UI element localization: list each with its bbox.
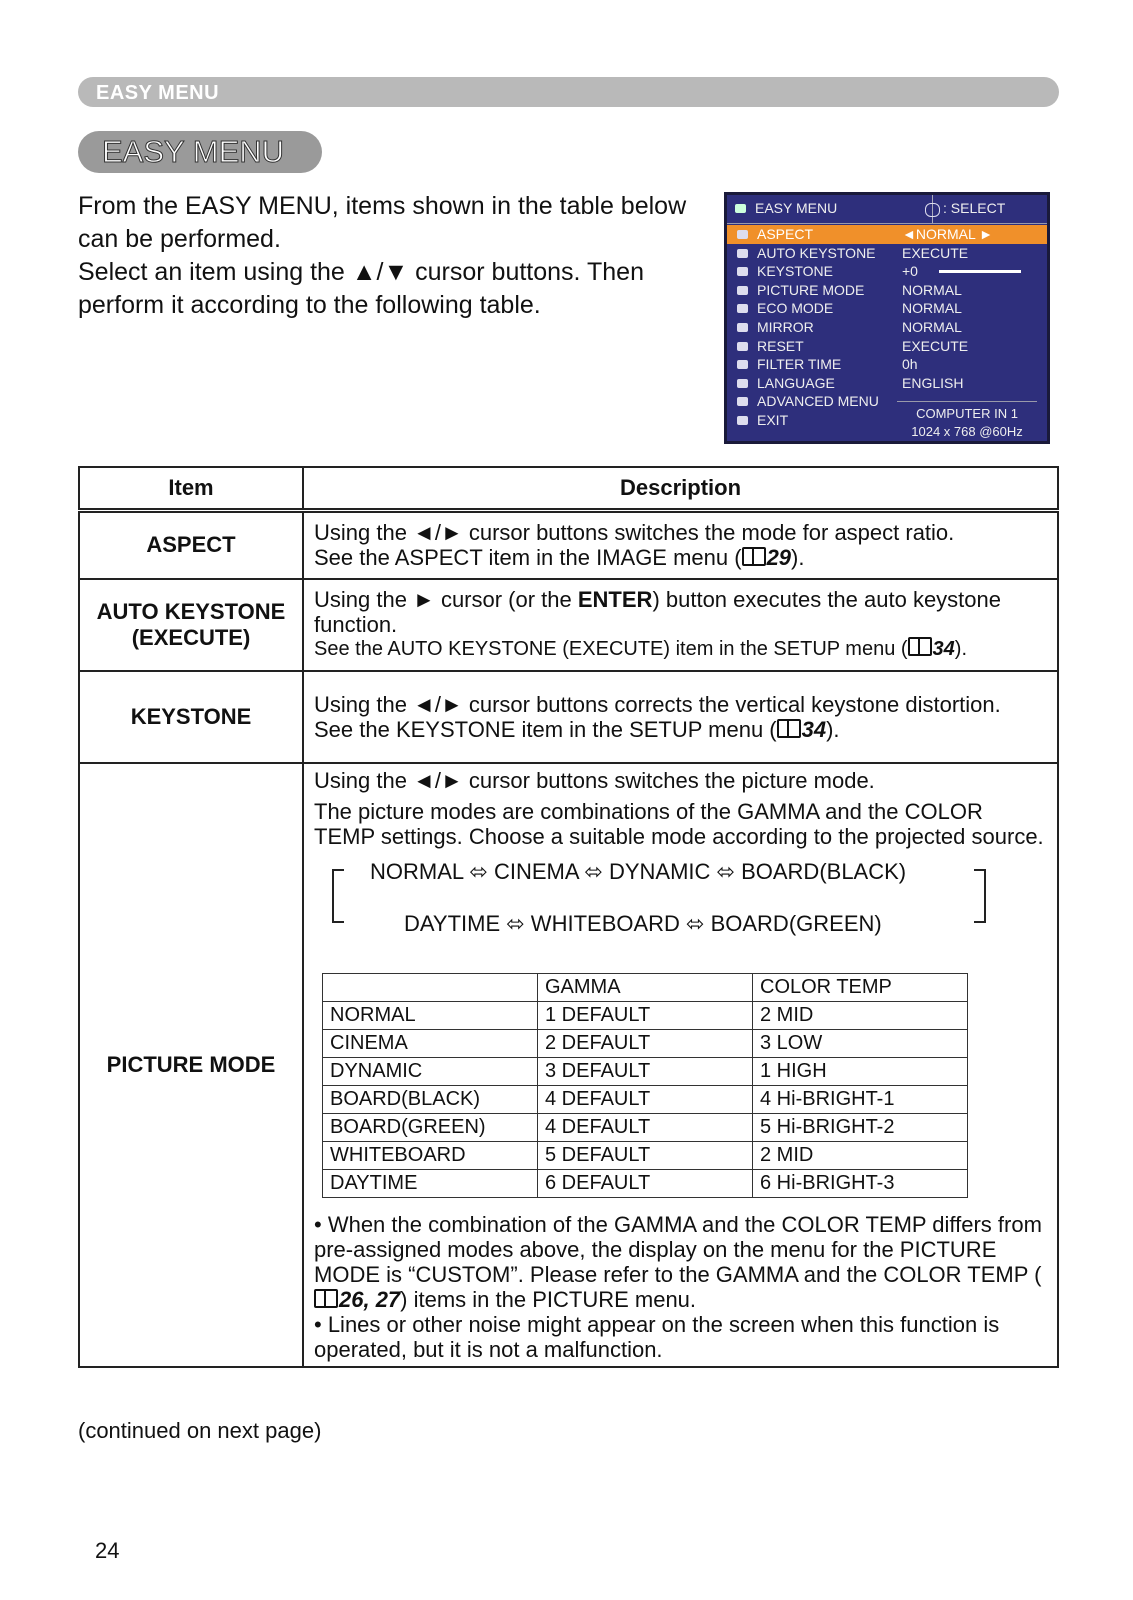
osd-row-label: PICTURE MODE (757, 281, 865, 298)
note1-page-ref: 26, 27 (339, 1286, 401, 1312)
picture-notes (314, 1212, 1047, 1362)
table-row (323, 1085, 968, 1113)
osd-row-value: EXECUTE (902, 244, 969, 261)
osd-row (727, 225, 1047, 244)
table-row-keystone (79, 671, 1058, 763)
table-cell: 1 HIGH (753, 1057, 968, 1085)
note1-text: • When the combination of the GAMMA and the COLOR TEMP differs from pre-assigned modes above, the display on the menu for the PICTURE MODE is “CUSTOM”. Please refer to the GAMMA and the COLOR TEMP ( (314, 1211, 1042, 1287)
item-keystone: KEYSTONE (79, 671, 303, 763)
table-cell: 5 Hi-BRIGHT-2 (753, 1113, 968, 1141)
header-description: Description (303, 467, 1058, 511)
osd-title: EASY MENU (755, 200, 838, 216)
autokey-line1 (314, 587, 1047, 637)
autokey-text-c: ) button executes the auto keystone function. (314, 587, 1001, 637)
osd-row-label: AUTO KEYSTONE (757, 244, 876, 261)
osd-row (727, 318, 1047, 337)
osd-row-label: KEYSTONE (757, 263, 833, 280)
item-auto-keystone (79, 579, 303, 671)
osd-row-value: NORMAL (902, 281, 962, 298)
item-aspect: ASPECT (79, 511, 303, 579)
picture-line2: The picture modes are combinations of the GAMMA and the COLOR TEMP settings. Choose a suitable mode according to the projected source. (314, 798, 1044, 849)
aspect-ref-text: See the ASPECT item in the IMAGE menu ( (314, 545, 742, 571)
osd-source-line2: 1024 x 768 @60Hz (911, 424, 1023, 439)
table-row (323, 1113, 968, 1141)
table-cell: CINEMA (323, 1029, 538, 1057)
book-icon (314, 1289, 338, 1308)
osd-row-icon (737, 267, 748, 276)
osd-row (727, 244, 1047, 263)
osd-row-icon (737, 249, 748, 258)
osd-row-label: EXIT (757, 412, 789, 428)
osd-row-value: 0h (902, 356, 918, 373)
autokey-text-a: Using the ► cursor (or the (314, 587, 578, 612)
osd-row-value: NORMAL (902, 319, 962, 335)
aspect-line1: Using the ◄/► cursor buttons switches the mode for aspect ratio. (314, 520, 955, 546)
osd-source-info (897, 401, 1037, 441)
table-row (323, 1057, 968, 1085)
item-auto-keystone-line2: (EXECUTE) (131, 624, 251, 650)
cycle-row-2: DAYTIME ⬄ WHITEBOARD ⬄ BOARD(GREEN) (404, 910, 882, 936)
osd-row-icon (737, 416, 748, 425)
table-cell: 5 DEFAULT (538, 1141, 753, 1169)
book-icon (777, 719, 801, 738)
intro-line-1: From the EASY MENU, items shown in the table below can be performed. (78, 192, 687, 253)
osd-row-label: ASPECT (757, 226, 814, 242)
easy-menu-table (78, 466, 1059, 1368)
note1-text-end: ) items in the PICTURE menu. (400, 1286, 697, 1312)
osd-row-label: LANGUAGE (757, 374, 835, 391)
desc-aspect (303, 511, 1058, 579)
osd-row-icon (737, 286, 748, 295)
cycle-bracket-left (332, 869, 344, 923)
osd-row-value: +0 (902, 263, 918, 280)
osd-source-line1: COMPUTER IN 1 (916, 406, 1018, 421)
osd-menu-image (724, 192, 1050, 444)
table-cell: 2 DEFAULT (538, 1029, 753, 1057)
keystone-line2 (314, 717, 1047, 742)
page-title-pill (78, 131, 322, 173)
autokey-ref-close: ). (954, 638, 968, 660)
aspect-line2 (314, 545, 1047, 570)
page-number: 24 (95, 1538, 120, 1563)
header-item: Item (79, 467, 303, 511)
section-header-bar (78, 77, 1059, 107)
table-cell: 4 DEFAULT (538, 1085, 753, 1113)
table-cell: BOARD(GREEN) (323, 1113, 538, 1141)
table-cell: DAYTIME (323, 1169, 538, 1197)
book-icon (908, 637, 932, 656)
osd-row-icon (737, 379, 748, 388)
picture-note-2: • Lines or other noise might appear on the screen when this function is operated, but it is not a malfunction. (314, 1311, 1000, 1362)
item-picture-mode: PICTURE MODE (79, 763, 303, 1367)
table-row (323, 1001, 968, 1029)
osd-row-label: FILTER TIME (757, 356, 842, 373)
table-cell: DYNAMIC (323, 1057, 538, 1085)
osd-row-value: NORMAL (902, 300, 962, 317)
osd-row-icon (737, 323, 748, 332)
desc-picture-mode (303, 763, 1058, 1367)
table-cell: 3 DEFAULT (538, 1057, 753, 1085)
table-cell: 2 MID (753, 1141, 968, 1169)
keystone-page-ref: 34 (801, 716, 827, 742)
table-row (323, 1169, 968, 1197)
table-cell: 2 MID (753, 1001, 968, 1029)
desc-keystone (303, 671, 1058, 763)
osd-row-label: ADVANCED MENU (757, 393, 879, 410)
keystone-line1: Using the ◄/► cursor buttons corrects the vertical keystone distortion. (314, 691, 1001, 717)
table-row-auto-keystone (79, 579, 1058, 671)
cycle-row-1: NORMAL ⬄ CINEMA ⬄ DYNAMIC ⬄ BOARD(BLACK) (370, 858, 907, 884)
table-row-aspect (79, 511, 1058, 579)
table-cell (323, 973, 538, 1001)
osd-row (727, 281, 1047, 300)
osd-row-icon (737, 397, 748, 406)
osd-row (727, 355, 1047, 374)
menu-icon (735, 204, 746, 213)
table-row (323, 973, 968, 1001)
osd-row (727, 299, 1047, 318)
table-cell: COLOR TEMP (753, 973, 968, 1001)
table-cell: GAMMA (538, 973, 753, 1001)
table-row-picture-mode (79, 763, 1058, 1367)
table-cell: NORMAL (323, 1001, 538, 1029)
enter-label: ENTER (577, 587, 653, 612)
desc-auto-keystone (303, 579, 1058, 671)
item-auto-keystone-line1: AUTO KEYSTONE (96, 598, 286, 624)
table-cell: 3 LOW (753, 1029, 968, 1057)
autokey-page-ref: 34 (932, 638, 955, 660)
table-cell: 4 DEFAULT (538, 1113, 753, 1141)
table-cell: 6 DEFAULT (538, 1169, 753, 1197)
table-cell: BOARD(BLACK) (323, 1085, 538, 1113)
osd-row-label: MIRROR (757, 319, 814, 335)
osd-row-label: RESET (757, 337, 804, 354)
intro-text (78, 190, 698, 322)
osd-row-label: ECO MODE (757, 300, 834, 317)
aspect-ref-close: ). (791, 545, 805, 571)
picture-note-1 (314, 1212, 1047, 1312)
continued-note: (continued on next page) (78, 1418, 322, 1443)
osd-row-value: ◄NORMAL ► (902, 226, 993, 242)
osd-row-icon (737, 304, 748, 313)
aspect-page-ref: 29 (766, 545, 792, 571)
book-icon (742, 547, 766, 566)
cycle-bracket-right (974, 869, 986, 923)
osd-row-value: ENGLISH (902, 374, 964, 391)
intro-line-2: Select an item using the ▲/▼ cursor buttons. Then perform it according to the following table. (78, 258, 644, 319)
table-row (323, 1141, 968, 1169)
keystone-ref-text: See the KEYSTONE item in the SETUP menu ( (314, 716, 777, 742)
picture-mode-cycle (314, 855, 1047, 965)
osd-header (727, 195, 1047, 224)
osd-select: : SELECT (943, 200, 1006, 216)
autokey-ref-text: See the AUTO KEYSTONE (EXECUTE) item in the SETUP menu ( (314, 638, 908, 660)
section-header-label: EASY MENU (96, 82, 220, 104)
table-row (323, 1029, 968, 1057)
table-cell: 1 DEFAULT (538, 1001, 753, 1029)
table-cell: WHITEBOARD (323, 1141, 538, 1169)
osd-row (727, 337, 1047, 356)
osd-row-icon (737, 342, 748, 351)
picture-modes-table (322, 973, 968, 1198)
osd-row-icon (737, 230, 748, 239)
picture-line1: Using the ◄/► cursor buttons switches the picture mode. (314, 767, 875, 793)
osd-row (727, 374, 1047, 393)
osd-row-value: EXECUTE (902, 337, 969, 354)
osd-row-icon (737, 360, 748, 369)
select-dial-icon (925, 203, 940, 217)
table-cell: 6 Hi-BRIGHT-3 (753, 1169, 968, 1197)
keystone-slider-icon (939, 270, 1021, 273)
keystone-ref-close: ). (826, 716, 840, 742)
autokey-line2 (314, 637, 1047, 662)
table-cell: 4 Hi-BRIGHT-1 (753, 1085, 968, 1113)
page-title: EASY MENU (102, 134, 285, 169)
